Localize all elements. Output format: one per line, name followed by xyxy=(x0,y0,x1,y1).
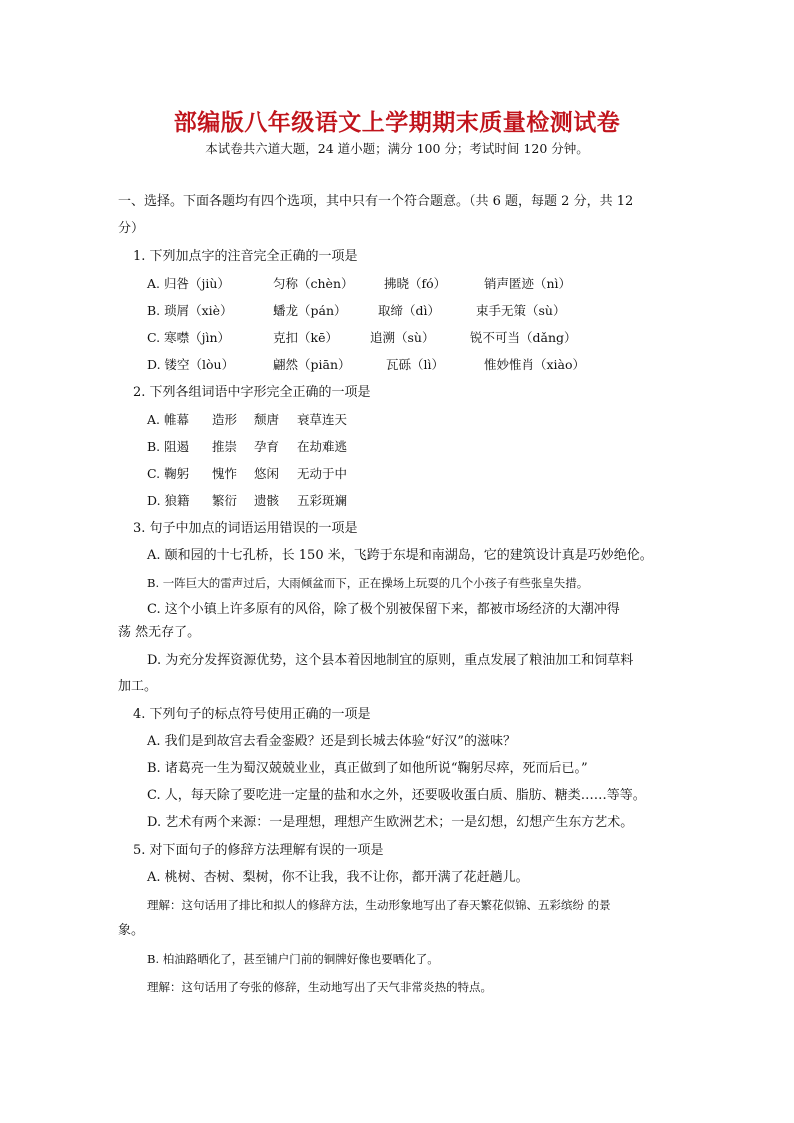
section-heading: 一、选择。下面各题均有四个选项，其中只有一个符合题意。（共 6 题，每题 2 分，共 12 xyxy=(118,194,634,209)
q4-option-a: A. 我们是到故宫去看金銮殿？还是到长城去体验“好汉”的滋味？ xyxy=(147,734,516,749)
question-3-stem: 3. 句子中加点的词语运用错误的一项是 xyxy=(133,521,358,536)
q1-option-c-2: 克扣（kē） xyxy=(273,330,338,345)
q2-option-d-4: 五彩斑斓 xyxy=(297,493,348,508)
q1-option-d-2: 翩然（piān） xyxy=(273,357,351,372)
q3-option-d: D. 为充分发挥资源优势，这个县本着因地制宜的原则，重点发展了粮油加工和饲草料 xyxy=(147,653,634,668)
q2-option-a-2: 造形 xyxy=(212,412,238,427)
q5-option-b: B. 柏油路晒化了，甚至铺户门前的铜牌好像也要晒化了。 xyxy=(147,952,439,966)
q5-option-a-note: 理解：这句话用了排比和拟人的修辞方法，生动形象地写出了春天繁花似锦、五彩缤纷 的景 xyxy=(147,898,611,912)
section-heading-cont: 分） xyxy=(118,221,145,236)
q3-option-c: C. 这个小镇上许多原有的风俗，除了极个别被保留下来，都被市场经济的大潮冲得 xyxy=(147,602,620,617)
q5-option-b-note: 理解：这句话用了夸张的修辞，生动地写出了天气非常炎热的特点。 xyxy=(147,980,492,994)
question-2-stem: 2. 下列各组词语中字形完全正确的一项是 xyxy=(133,385,371,400)
q1-option-d-3: 瓦砾（lì） xyxy=(386,357,444,372)
q3-option-d-cont: 加工。 xyxy=(118,679,158,694)
page-title: 部编版八年级语文上学期期末质量检测试卷 xyxy=(173,110,621,136)
q1-option-b-3: 取缔（dì） xyxy=(378,303,440,318)
q2-option-c-1: C. 鞠躬 xyxy=(147,466,190,481)
q4-option-d: D. 艺术有两个来源：一是理想，理想产生欧洲艺术；一是幻想，幻想产生东方艺术。 xyxy=(147,815,634,830)
q1-option-a-4: 销声匿迹（nì） xyxy=(484,276,572,291)
q2-option-a-1: A. 帷幕 xyxy=(147,412,189,427)
q1-option-b-4: 束手无策（sù） xyxy=(476,303,566,318)
q2-option-b-4: 在劫难逃 xyxy=(297,439,348,454)
question-5-stem: 5. 对下面句子的修辞方法理解有误的一项是 xyxy=(133,843,384,858)
q2-option-a-3: 颓唐 xyxy=(254,412,280,427)
q1-option-a-3: 拂晓（fó） xyxy=(384,276,447,291)
q1-option-b-2: 蟠龙（pán） xyxy=(273,303,347,318)
exam-instructions: 本试卷共六道大题，24 道小题；满分 100 分；考试时间 120 分钟。 xyxy=(205,141,589,156)
q3-option-c-cont: 荡 然无存了。 xyxy=(118,625,201,640)
q1-option-c-4: 锐不可当（dǎng） xyxy=(470,330,577,345)
q2-option-b-2: 推崇 xyxy=(212,439,238,454)
q1-option-c-3: 追溯（sù） xyxy=(370,330,435,345)
q1-option-b-1: B. 琐屑（xiè） xyxy=(147,303,233,318)
q2-option-d-2: 繁衍 xyxy=(212,493,238,508)
q2-option-a-4: 衰草连天 xyxy=(297,412,348,427)
q2-option-d-1: D. 狼籍 xyxy=(147,493,190,508)
q4-option-b: B. 诸葛亮一生为蜀汉兢兢业业，真正做到了如他所说“鞠躬尽瘁，死而后已。” xyxy=(147,761,588,776)
q1-option-c-1: C. 寒噤（jìn） xyxy=(147,330,230,345)
q2-option-c-2: 愧怍 xyxy=(212,466,238,481)
q1-option-a-2: 匀称（chèn） xyxy=(273,276,354,291)
q5-option-a: A. 桃树、杏树、梨树，你不让我，我不让你，都开满了花赶趟儿。 xyxy=(147,870,529,885)
q4-option-c: C. 人，每天除了要吃进一定量的盐和水之外，还要吸收蛋白质、脂肪、糖类……等等。 xyxy=(147,788,646,803)
q1-option-a-1: A. 归咎（jiù） xyxy=(147,276,230,291)
q2-option-b-3: 孕育 xyxy=(254,439,280,454)
question-4-stem: 4. 下列句子的标点符号使用正确的一项是 xyxy=(133,707,371,722)
q1-option-d-1: D. 镂空（lòu） xyxy=(147,357,235,372)
q2-option-c-3: 悠闲 xyxy=(254,466,280,481)
q5-option-a-note-cont: 象。 xyxy=(118,923,145,938)
q1-option-d-4: 惟妙惟肖（xiào） xyxy=(484,357,586,372)
q3-option-b: B. 一阵巨大的雷声过后，大雨倾盆而下，正在操场上玩耍的几个小孩子有些张皇失措。 xyxy=(147,576,589,590)
q2-option-d-3: 遗骸 xyxy=(254,493,280,508)
q3-option-a: A. 颐和园的十七孔桥，长 150 米，飞跨于东堤和南湖岛，它的建筑设计真是巧妙绝伦。 xyxy=(147,548,653,563)
q2-option-c-4: 无动于中 xyxy=(297,466,348,481)
question-1-stem: 1. 下列加点字的注音完全正确的一项是 xyxy=(133,249,358,264)
q2-option-b-1: B. 阻遏 xyxy=(147,439,190,454)
